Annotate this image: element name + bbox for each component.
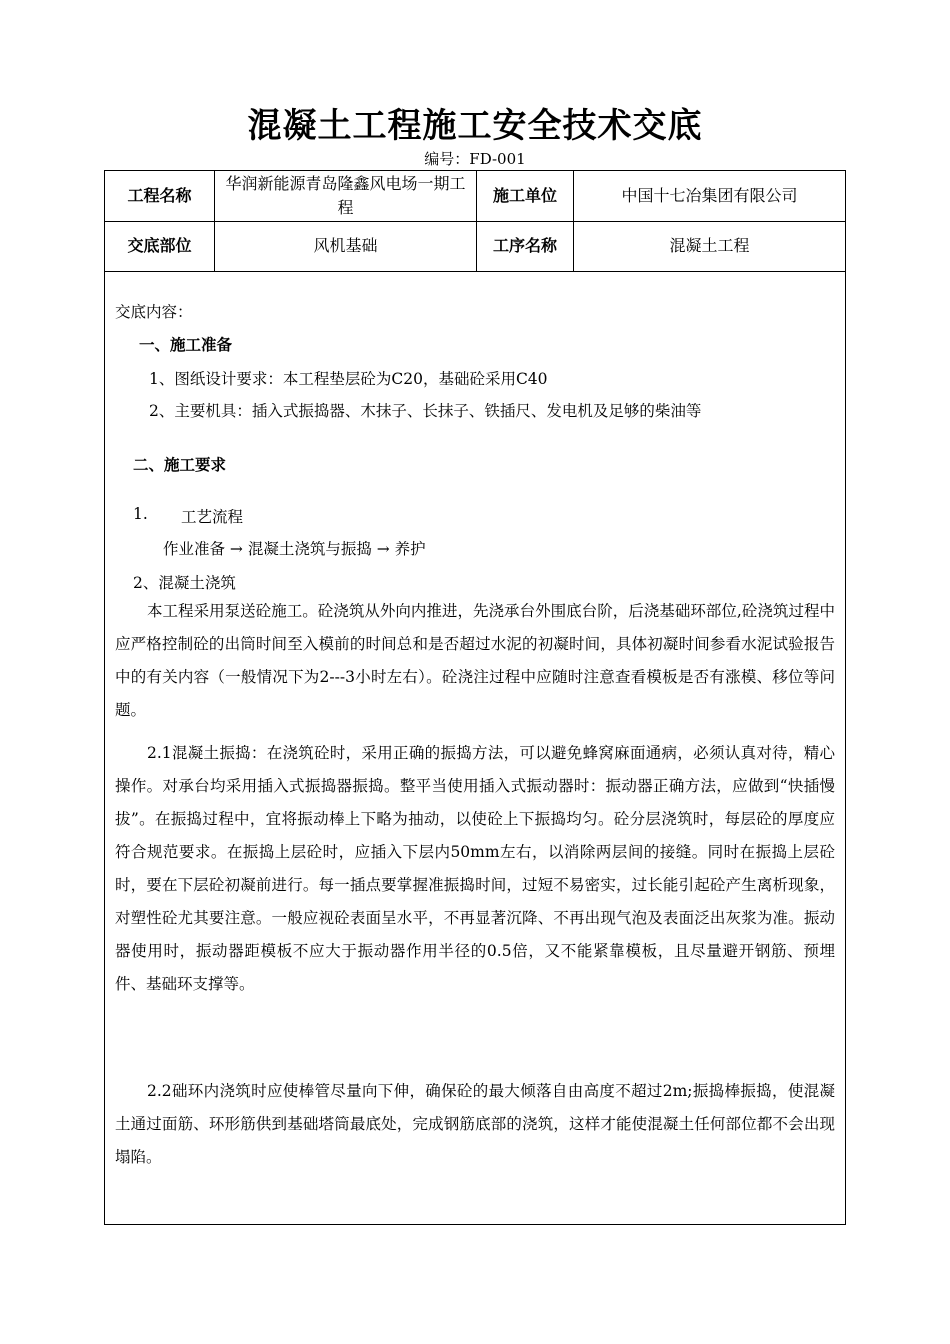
paragraph-pouring: 本工程采用泵送砼施工。砼浇筑从外向内推进，先浇承台外围底台阶，后浇基础环部位,砼浇筑过程中应严格控制砼的出筒时间至入模前的时间总和是否超过水泥的初凝时间，具体初凝时间参看水泥试验报告中的有关内容（一般情况下为2---3小时左右）。砼浇注过程中应随时注意查看模板是否有涨模、移位等问题。 bbox=[115, 602, 835, 719]
document-number: 编号：FD-001 bbox=[424, 150, 526, 168]
list-item: 2、混凝土浇筑 bbox=[133, 574, 236, 592]
list-item: 工艺流程 bbox=[181, 508, 244, 526]
list-item: 2、主要机具：插入式振捣器、木抹子、长抹子、铁插尺、发电机及足够的柴油等 bbox=[149, 402, 702, 420]
project-name-value: 华润新能源青岛隆鑫风电场一期工程 bbox=[214, 171, 476, 221]
intro-label: 交底内容： bbox=[115, 303, 193, 321]
construction-unit-label: 施工单位 bbox=[476, 171, 573, 221]
header-row-project bbox=[105, 171, 845, 222]
paragraph-base-ring: 2.2础环内浇筑时应使棒管尽量向下伸，确保砼的最大倾落自由高度不超过2m;振捣棒振捣，使混凝土通过面筋、环形筋供到基础塔筒最底处，完成钢筋底部的浇筑，这样才能使混凝土任何部位都不会出现塌陷。 bbox=[115, 1082, 835, 1166]
construction-unit-value: 中国十七冶集团有限公司 bbox=[573, 171, 845, 221]
list-item-number: 1. bbox=[133, 505, 148, 523]
disclosure-location-label: 交底部位 bbox=[127, 236, 192, 255]
disclosure-sheet bbox=[104, 170, 846, 1225]
process-flow: 作业准备 → 混凝土浇筑与振捣 → 养护 bbox=[163, 540, 426, 558]
section-heading-requirements: 二、施工要求 bbox=[133, 456, 227, 474]
header-row-location bbox=[105, 221, 845, 272]
paragraph-vibration: 2.1混凝土振捣：在浇筑砼时，采用正确的振捣方法，可以避免蜂窝麻面通病，必须认真对待，精心操作。对承台均采用插入式振捣器振捣。整平当使用插入式振动器时：振动器正确方法，应做到“快插慢拔”。在振捣过程中，宜将振动棒上下略为抽动，以使砼上下振捣均匀。砼分层浇筑时，每层砼的厚度应符合规范要求。在振捣上层砼时，应插入下层内50mm左右，以消除两层间的接缝。同时在振捣上层砼时，要在下层砼初凝前进行。每一插点要掌握准振捣时间，过短不易密实，过长能引起砼产生离析现象，对塑性砼尤其要注意。一般应视砼表面呈水平，不再显著沉降、不再出现气泡及表面泛出灰浆为准。振动器使用时，振动器距模板不应大于振动器作用半径的0.5倍，又不能紧靠模板，且尽量避开钢筋、预埋件、基础环支撑等。 bbox=[115, 744, 835, 993]
section-heading-preparation: 一、施工准备 bbox=[139, 336, 233, 354]
document-title: 混凝土工程施工安全技术交底 bbox=[247, 106, 703, 146]
project-name-label: 工程名称 bbox=[127, 186, 192, 205]
process-name-value: 混凝土工程 bbox=[573, 221, 845, 271]
process-name-label: 工序名称 bbox=[476, 221, 573, 271]
list-item: 1、图纸设计要求：本工程垫层砼为C20，基础砼采用C40 bbox=[149, 370, 548, 388]
disclosure-location-value: 风机基础 bbox=[214, 221, 476, 271]
